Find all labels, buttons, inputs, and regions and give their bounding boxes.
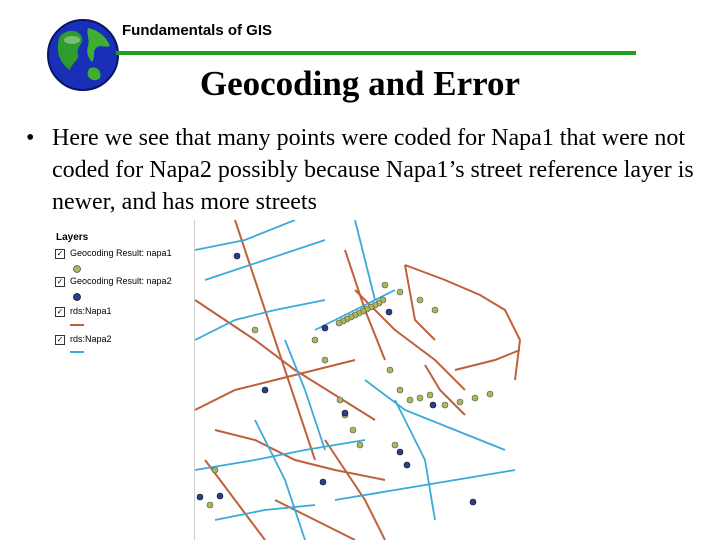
layer-item-rds-napa1[interactable] — [55, 306, 112, 317]
header-divider — [116, 51, 636, 55]
point-symbol-napa1 — [72, 264, 82, 274]
layers-panel — [52, 220, 195, 540]
layer-label: Geocoding Result: napa2 — [70, 276, 172, 286]
roads-napa2 — [195, 220, 515, 540]
layer-item-geocode-napa1[interactable] — [55, 248, 172, 259]
layer-item-geocode-napa2[interactable] — [55, 276, 172, 287]
map-view[interactable] — [195, 220, 530, 540]
bullet-text: Here we see that many points were coded for Napa1 that were not coded for Napa2 possibly because Napa1’s street reference layer is newer, and has more streets — [52, 125, 694, 215]
bullet-marker: • — [26, 125, 35, 151]
layer-label: rds:Napa1 — [70, 306, 112, 316]
map-canvas[interactable] — [195, 220, 530, 540]
layer-checkbox[interactable]: ✓ — [56, 276, 64, 286]
course-title: Fundamentals of GIS — [122, 22, 273, 39]
layer-label: Geocoding Result: napa1 — [70, 248, 172, 258]
line-symbol-napa2 — [70, 349, 84, 355]
layers-panel-title: Layers — [56, 232, 89, 243]
layer-checkbox[interactable]: ✓ — [56, 306, 64, 316]
layer-checkbox[interactable]: ✓ — [56, 248, 64, 258]
layer-checkbox[interactable]: ✓ — [56, 334, 64, 344]
slide-title: Geocoding and Error — [199, 64, 521, 103]
line-symbol-napa1 — [70, 322, 84, 328]
layer-item-rds-napa2[interactable] — [55, 334, 112, 345]
point-symbol-napa2 — [72, 292, 82, 302]
layer-label: rds:Napa2 — [70, 334, 112, 344]
